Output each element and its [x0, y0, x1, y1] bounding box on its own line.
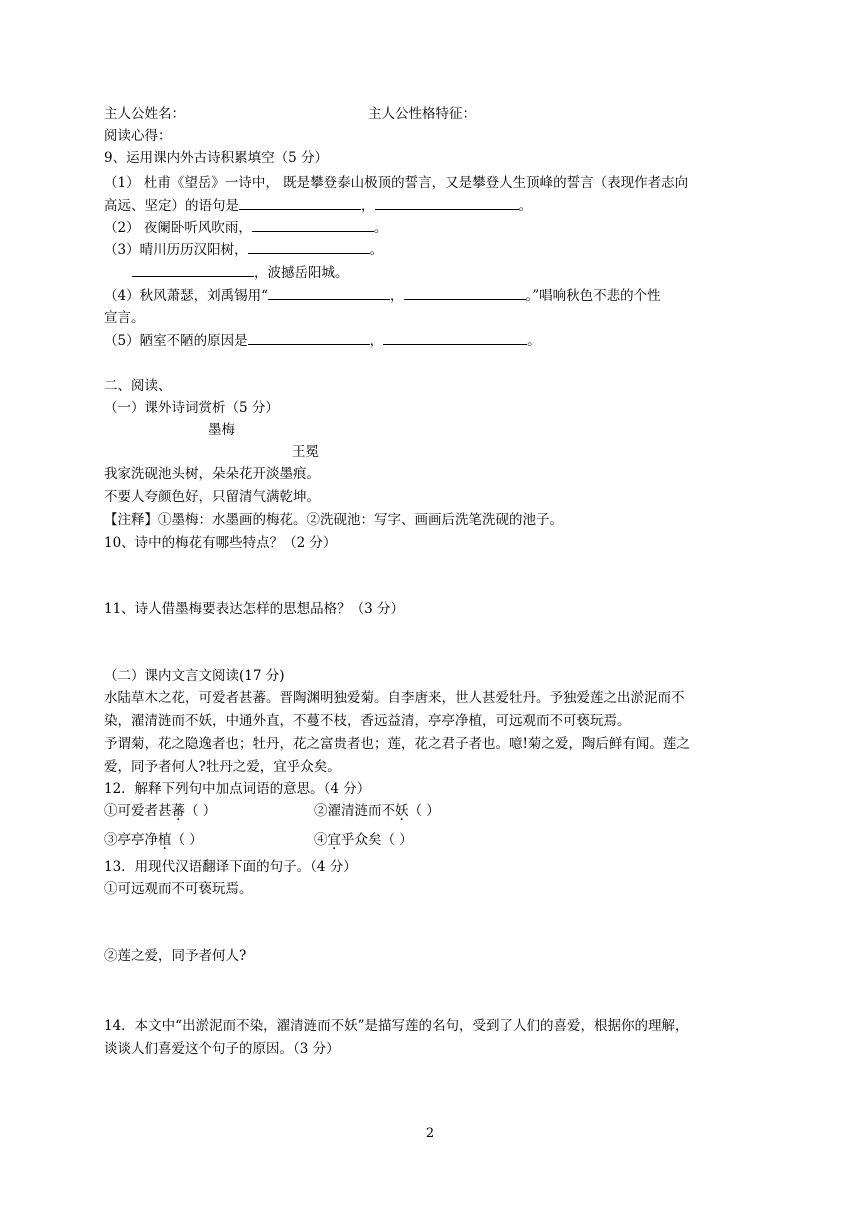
passage-p1-line2: 染，濯清涟而不妖，中通外直，不蔓不枝，香远益清，亭亭净植，可远观而不可亵玩焉。 [104, 713, 631, 729]
q12-item1 [104, 800, 216, 822]
part1-title: （一）课外诗词赏析（5 分） [104, 400, 279, 416]
comma: ， [369, 333, 384, 349]
passage-p1-line1: 水陆草木之花，可爱者甚蕃。晋陶渊明独爱菊。自李唐来，世人甚爱牡丹。予独爱莲之出淤泥而不 [104, 690, 685, 706]
q9-item1-line2 [104, 195, 532, 217]
q9-item4-line1 [104, 285, 661, 307]
q12-item2 [314, 800, 440, 822]
q13-item1: ①可远观而不可亵玩焉。 [104, 881, 253, 897]
q13: 13．用现代汉语翻译下面的句子。（4 分） [104, 859, 357, 875]
q12-item4-dotted: 宜 [327, 832, 341, 848]
q9-item2 [104, 217, 387, 239]
q9-item3-line2 [132, 262, 349, 284]
q9-item3-line1 [104, 239, 383, 261]
poem-line-1: 我家洗砚池头树，朵朵花开淡墨痕。 [104, 466, 320, 482]
hero-trait-label: 主人公性格特征： [368, 106, 476, 122]
q12-item3-blank: （ ） [171, 832, 203, 848]
period: 。 [527, 333, 541, 349]
q9-item3-blank-2 [132, 262, 254, 277]
part2-title: （二）课内文言文阅读(17 分) [104, 668, 285, 684]
q9-item1-prefix: 高远、坚定）的语句是 [104, 198, 239, 214]
poem-line-2: 不要人夸颜色好，只留清气满乾坤。 [104, 489, 320, 505]
poem-note: 【注释】①墨梅：水墨画的梅花。②洗砚池：写字、画画后洗笔洗砚的池子。 [104, 512, 563, 528]
q9-item3-suffix: ，波撼岳阳城。 [254, 265, 349, 281]
q9-item2-text: （2） 夜阑卧听风吹雨， [104, 220, 252, 236]
q12-item2-dotted: 妖 [395, 803, 409, 819]
q12: 12．解释下列句中加点词语的意思。（4 分） [104, 781, 371, 797]
q14-line1: 14．本文中“出淤泥而不染，濯清涟而不妖”是描写莲的名句，受到了人们的喜爱，根据你的理解， [104, 1018, 689, 1034]
passage-p2-line2: 爱，同予者何人?牡丹之爱，宜乎众矣。 [104, 759, 341, 775]
q12-item1-dotted: 蕃 [171, 803, 185, 819]
section2-title: 二、阅读、 [104, 378, 172, 394]
comma: ， [361, 198, 375, 214]
comma: ， [390, 288, 404, 304]
q10: 10、诗中的梅花有哪些特点？（2 分） [104, 535, 337, 551]
page-number: 2 [425, 1126, 435, 1141]
passage-p2-line1: 予谓菊，花之隐逸者也；牡丹，花之富贵者也；莲，花之君子者也。噫!菊之爱，陶后鲜有闻。莲之 [104, 736, 690, 752]
q12-item4-blank: 乎众矣（ ） [341, 832, 413, 848]
q9-item5-text: （5）陋室不陋的原因是 [104, 333, 248, 349]
period: 。 [369, 242, 384, 258]
period: 。 [518, 198, 532, 214]
q11: 11、诗人借墨梅要表达怎样的思想品格？（3 分） [104, 601, 405, 617]
q9-item4-line2: 宣言。 [104, 310, 145, 326]
q12-item4 [314, 829, 413, 851]
q14-line2: 谈谈人们喜爱这个句子的原因。（3 分） [104, 1041, 340, 1057]
q9-item3-blank-1 [248, 239, 370, 254]
q12-item1-pre: ①可爱者甚 [104, 803, 172, 819]
q9-item5 [104, 330, 541, 352]
q9-item2-blank [252, 217, 374, 232]
reading-notes-label: 阅读心得： [104, 128, 172, 144]
poem-title: 墨梅 [208, 422, 235, 438]
period: 。 [373, 220, 388, 236]
q12-item4-pre: ④ [314, 832, 328, 848]
q9-item4-suffix: 。”唱响秋色不悲的个性 [525, 288, 661, 304]
q9-item5-blank-1 [248, 330, 370, 345]
q13-item2: ②莲之爱，同予者何人? [104, 948, 247, 964]
q9-item4-blank-2 [404, 285, 526, 300]
q9-item1-blank-2 [375, 195, 519, 210]
q9-item4-prefix: （4）秋风萧瑟，刘禹锡用“ [104, 288, 268, 304]
q12-item3-dotted: 植 [158, 832, 172, 848]
q9-item1-blank-1 [239, 195, 361, 210]
q12-item3-pre: ③亭亭净 [104, 832, 158, 848]
q9-item4-blank-1 [268, 285, 390, 300]
q12-item2-pre: ②濯清涟而不 [314, 803, 395, 819]
q12-item3 [104, 829, 203, 851]
poem-author: 王冕 [292, 444, 319, 460]
q9-item3-text: （3）晴川历历汉阳树， [104, 242, 248, 258]
q12-item1-blank: （ ） [185, 803, 217, 819]
q12-item2-blank: （ ） [408, 803, 440, 819]
hero-name-label: 主人公姓名： [104, 106, 185, 122]
q9-item1-line1: （1） 杜甫《望岳》一诗中， 既是攀登泰山极顶的誓言，又是攀登人生顶峰的誓言（表现作者志向 [104, 175, 689, 191]
q9-item5-blank-2 [383, 330, 527, 345]
q9-title: 9、运用课内外古诗积累填空（5 分） [104, 150, 328, 166]
